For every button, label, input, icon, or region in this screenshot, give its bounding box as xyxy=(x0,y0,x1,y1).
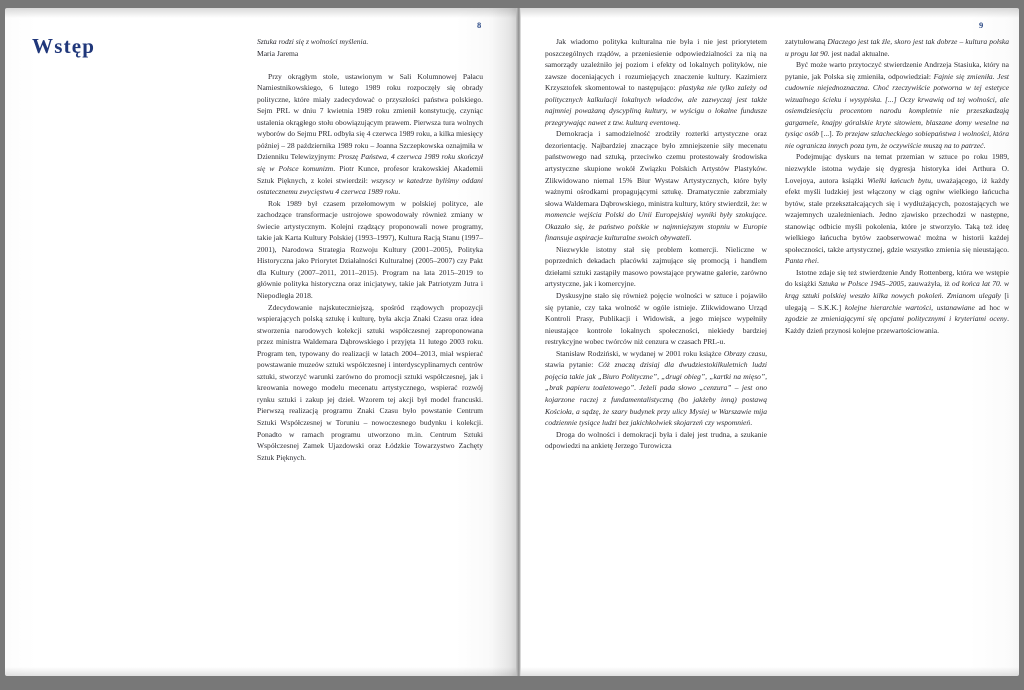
italic-run: wszyscy w katedrze byliśmy oddani ostatecznemu zwycięstwu 4 czerwca 1989 roku xyxy=(257,175,483,197)
text-run: Zdecydowanie najskuteczniejszą, spośród rządowych propozycji wspierających polską sztukę i kulturę, była akcja Znaki Czasu oraz idea stworzenia narodowych kolekcji sztuki współczesnej zaproponowana przez ministra Waldemara Dąbrowskiego i przyjęta 11 lutego 2003 roku. Program ten, typowany do realizacji w latach 2004–2013, miał wspierać powstawanie muzeów sztuki współczesnej i interdyscyplinarnych centrów sztuki, stworzyć warunki zarówno do promocji sztuki współczesnej, jak i kreowania nowego modelu mecenatu artystycznego, wspierać rozwój rynku sztuki i zakup jej dzieł. Wzorem tej akcji był model francuski. Pierwszą realizacją programu Znaki Czasu było powstanie Centrum Sztuki Współczesnej w Toruniu – nowoczesnego budynku i kolekcji. Ponadto w ramach programu utworzono m.in. Centrum Sztuki Współczesnej Zamek Ujazdowski oraz Łódzkie Towarzystwo Zachęty Sztuk Pięknych. xyxy=(257,302,483,462)
page-curve-top-shading xyxy=(5,8,518,18)
paragraph xyxy=(545,348,767,429)
italic-run: Wielki łańcuch bytu xyxy=(867,175,932,185)
italic-run: Proszę Państwa, 4 czerwca 1989 roku skończył się w Polsce komunizm xyxy=(257,152,484,173)
epigraph-quote: Sztuka rodzi się z wolności myślenia. xyxy=(257,37,369,46)
paragraph xyxy=(257,198,483,302)
text-run: [i ulegają – S.K.K.] xyxy=(785,291,1010,312)
text-run: Przy okrągłym stole, ustawionym w Sali Kolumnowej Pałacu Namiestnikowskiego, 6 lutego 1989 roku rozpoczęły się obrady polityczne, które miały zadecydować o przyszłości państwa polskiego. Sejm PRL w dniu 7 kwietnia 1989 roku zmienił konstytucję, czyniąc ustalenia okrągłego stołu obowiązującym prawem. Pierwsza tura wolnych wyborów do Sejmu PRL odbyła się 4 czerwca 1989 roku, a kilka miesięcy później – 28 października 1989 roku – Joanna Szczepkowska oznajmiła w Dzienniku Telewizyjnym: xyxy=(257,71,483,162)
paragraph xyxy=(785,151,1009,266)
italic-run: Fajnie się zmieniła. Jest cudownie niejednoznaczna. Choć rzeczywiście potworna w tej estetyce wizualnego ścieku i wysypiska. [...] Oczy krwawią od tej wolności, ale osiemdziesięciu procentom narodu kompletnie nie przeszkadzają gargamele, knajpy góralskie kryte sitowiem, blaszane domy weselne na tysiąc osób xyxy=(785,71,1010,139)
italic-run: kolejne hierarchie wartości, ustanawiane xyxy=(844,302,975,312)
text-run: Rok 1989 był czasem przełomowym w polskiej polityce, ale zachodzące transformacje ustrojowe spowodowały również zmiany w świecie artystycznym. Kolejni rządzący proponowali nowe programy, takie jak Karta Kultury Polskiej (1993–1997), Kultura Racją Stanu (1997–2001), Narodowa Strategia Rozwoju Kultury (2001–2005), Polityka Historyczna jako Priorytet Działalności Kulturalnej (2005–2007) czy Pakt dla Kultury (2007–2011, 2011–2015). Program na lata 2015–2019 to głównie polityka historyczna oraz inicjatywy, takie jak Patriotyzm Jutra i Niepodległa 2018. xyxy=(257,198,483,300)
text-run: ad hoc xyxy=(974,302,1004,312)
italic-run: To przejaw szlacheckiego sobiepaństwa i wolności, która nie ogranicza innych poza tym, że oczywiście muszą na to patrzeć xyxy=(785,129,1009,150)
page-number-verso: 8 xyxy=(477,20,482,30)
paragraph xyxy=(785,59,1009,151)
text-run: . xyxy=(398,187,401,197)
paragraph xyxy=(785,36,1009,59)
italic-run: od końca lat 70. w krąg sztuki polskiej weszło kilka nowych pokoleń. Zmianom ulegały xyxy=(785,279,1009,301)
paragraph xyxy=(545,244,767,290)
recto-right-body xyxy=(785,36,1009,336)
paragraph xyxy=(257,71,483,198)
italic-run: Dlaczego jest tak źle, skoro jest tak dobrze – kultura polska u progu lat 90. xyxy=(785,37,1009,58)
text-run: Dyskusyjne stało się również pojęcie wolności w sztuce i pojawiło się pytanie, czy taka wolność w ogóle istnieje. Zlikwidowano Urząd Kontroli Prasy, Publikacji i Widowisk, a jego miejsce wypełniły nieustające kontrole lokalnych społeczności, niekiedy bardziej restrykcyjne wobec twórców niż cenzura w czasach PRL-u. xyxy=(545,291,767,347)
page-curve-bottom-shading xyxy=(5,667,518,676)
text-run: . Piotr Kunce, profesor krakowskiej Akademii Sztuk Pięknych, z kolei stwierdził: xyxy=(257,163,483,185)
verso-body xyxy=(257,71,483,464)
page-number-recto: 9 xyxy=(979,20,984,30)
text-run: , zauważyła, iż xyxy=(904,279,952,289)
epigraph-author: Maria Jarema xyxy=(257,48,299,58)
text-run: , uważającego, iż każdy efekt myśli ludzkiej jest włączony w ciąg ogniw wielkiego łańcucha bytów, stale przekształcających się i wydłużających, pozostających we wzajemnych uzależnieniach. Jedno zjawisko przechodzi w następne, stanowiąc odbicie myśli pokolenia, które je stworzyło. Taką też ideę wielkiego łańcucha bytów zaobserwować można w historii każdej społeczności, także artystycznej, gdzie wszystko zmienia się nieustająco. xyxy=(785,175,1009,254)
paragraph xyxy=(545,429,767,452)
italic-run: Obrazy czasu xyxy=(723,348,766,358)
text-run: . xyxy=(816,256,819,266)
text-column-recto-right xyxy=(785,36,1009,336)
text-run: zatytułowaną xyxy=(785,37,828,46)
text-run: , stawia pytanie: xyxy=(545,348,767,370)
text-run: Stanisław Rodziński, w wydanej w 2001 roku książce xyxy=(556,348,724,358)
text-run: . xyxy=(983,140,986,150)
text-run: . Każdy dzień przynosi kolejne przewartościowania. xyxy=(785,314,1009,335)
text-column-recto-left xyxy=(545,36,767,452)
text-column-verso xyxy=(257,36,483,463)
italic-run: Cóż znaczą dzisiaj dla dwudziestokilkuletnich ludzi pojęcia takie jak „Biuro Polityczne”, „drugi obieg”, „kartki na mięso”, „brak papieru toaletowego”. Jeżeli pada słowo „cenzura” – jest ono kojarzone raczej z fundamentalistyczną (bo jakżeby inną) postawą Kościoła, a sądzę, że szary budynek przy ulicy Mysiej w Warszawie mija codziennie tysiące ludzi bez jakichkolwiek skojarzeń czy wspomnień xyxy=(545,360,767,428)
italic-run: Panta rhei xyxy=(785,256,817,266)
text-run: Podejmując dyskurs na temat przemian w sztuce po roku 1989, niezwykle istotna wydaje się dygresja historyka idei Arthura O. Lovejoya, autora książki xyxy=(785,152,1009,185)
paragraph xyxy=(545,36,767,128)
text-run: [...]. xyxy=(818,129,836,139)
italic-run: w momencie wejścia Polski do Unii Europejskiej wyniki były szokujące. Okazało się, że państwo polskie w najmniejszym stopniu w Europie finansuje aspiracje kulturalne swoich obywateli xyxy=(545,198,767,243)
recto-left-body xyxy=(545,36,767,452)
italic-run: w zgodzie ze zmieniającymi się opcjami politycznymi i kryteriami oceny xyxy=(785,302,1009,324)
page-curve-bottom-shading-recto xyxy=(520,667,1019,676)
italic-run: Sztuka w Polsce 1945–2005 xyxy=(818,279,905,289)
paragraph xyxy=(545,290,767,348)
paragraph xyxy=(545,128,767,243)
text-run: . xyxy=(750,418,753,428)
text-run: Jak wiadomo polityka kulturalna nie była i nie jest priorytetem poszczególnych rządów, a przeniesienie odpowiedzialności za nią na samorządy uzależniło jej poziom i efekty od lokalnych polityków, nie zawsze doceniających i rozumiejących znaczenie kultury. Kazimierz Krzysztofek skomentował to następująco: xyxy=(545,37,767,93)
text-run: . xyxy=(678,117,681,127)
text-run: Istotne zdaje się też stwierdzenie Andy Rottenberg, która we wstępie do książki xyxy=(785,267,1009,289)
text-run: Droga do wolności i demokracji była i dalej jest trudna, a szukanie odpowiedzi na ankietę Jerzego Turowicza xyxy=(545,429,767,451)
page-curve-top-shading-recto xyxy=(520,8,1019,18)
text-run: . xyxy=(689,233,692,243)
italic-run: plastyka nie tylko zależy od politycznych kalkulacji lokalnych władców, ale zazwyczaj jest także najmniej poważaną dyscypliną kultury, w wyścigu o lokalne fundusze przegrywając nawet z tzw. kulturą eventową xyxy=(545,83,767,127)
epigraph-spacer xyxy=(257,59,483,71)
text-run: jest nadal aktualne. xyxy=(829,48,890,58)
text-run: Demokracja i samodzielność zrodziły rozterki artystyczne oraz dezorientację. Najbardziej znaczące było zmniejszenie siły mecenatu państwowego nad sztuką, przeciwko czemu protestowały środowiska artystyczne skupione wokół Związku Polskich Artystów Plastyków. Zlikwidowano niemal 15% Biur Wystaw Artystycznych, które były ważnymi ośrodkami propagującymi sztukę. Dramatycznie zabrzmiały słowa Waldemara Dąbrowskiego, ministra kultury, który stwierdził, że: xyxy=(545,129,767,208)
text-run: Niezwykle istotny stał się problem komercji. Nieliczne w poprzednich dekadach placówki zajmujące się promocją i handlem dziełami sztuki zastąpiły masowo powstające prywatne galerie, zarówno artystyczne, jak i komercyjne. xyxy=(545,244,767,289)
book-gutter xyxy=(516,8,521,676)
text-run: Być może warto przytoczyć stwierdzenie Andrzeja Stasiuka, który na pytanie, jak Polska się zmieniła, odpowiedział: xyxy=(785,60,1009,81)
paragraph xyxy=(257,302,483,464)
chapter-title: Wstęp xyxy=(32,34,96,58)
paragraph xyxy=(785,267,1009,336)
